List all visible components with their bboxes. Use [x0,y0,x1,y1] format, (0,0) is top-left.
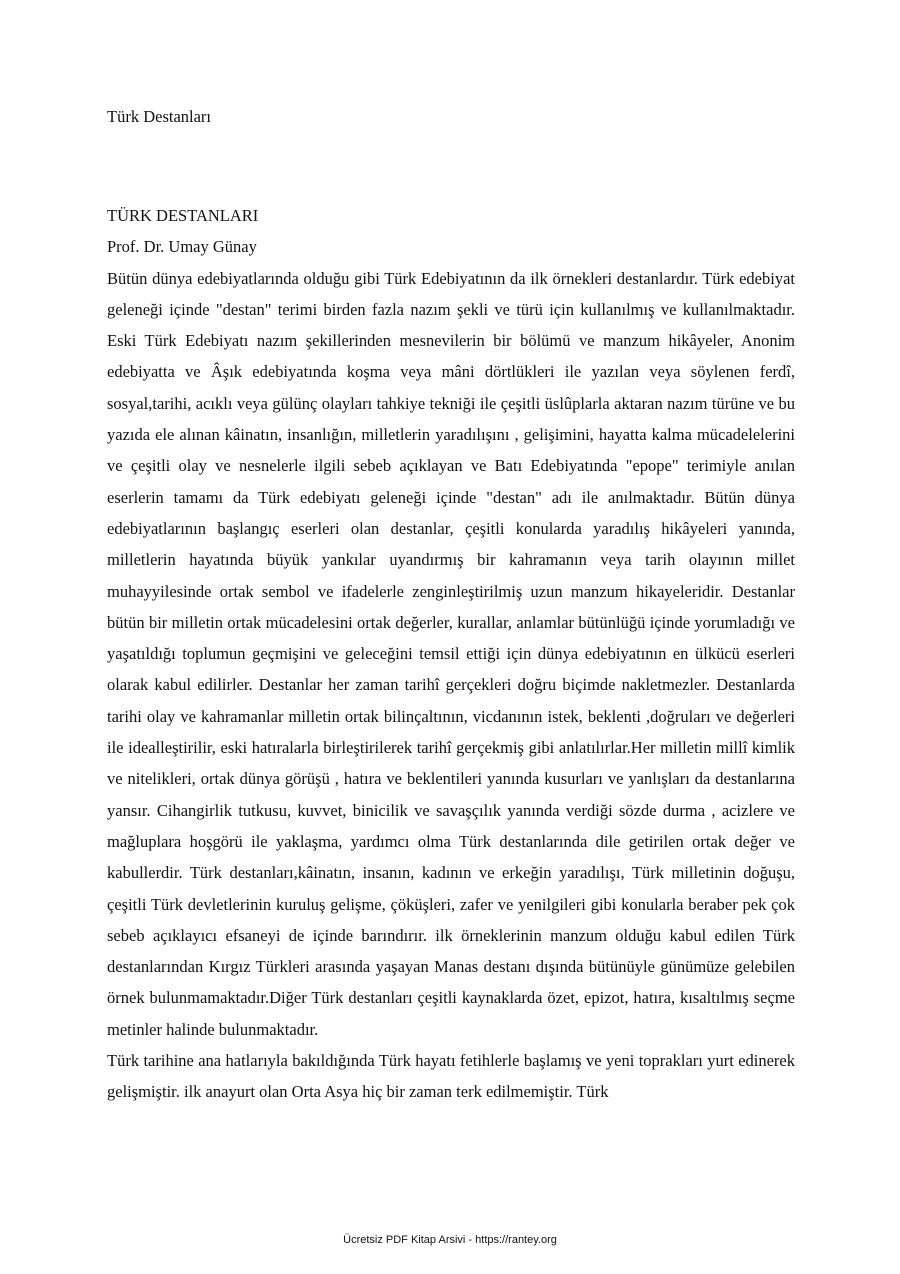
article-body [107,200,795,1108]
article-title: TÜRK DESTANLARI [107,206,259,225]
paragraph: Türk tarihine ana hatlarıyla bakıldığında Türk hayatı fetihlerle başlamış ve yeni toprakları yurt edinerek gelişmiştir. ilk anayurt olan Orta Asya hiç bir zaman terk edilmemiştir. Türk [107,1051,795,1102]
article-author: Prof. Dr. Umay Günay [107,237,257,257]
running-header: Türk Destanları [107,107,212,126]
page-footer: Ücretsiz PDF Kitap Arsivi - https://rantey.org [343,1234,557,1246]
paragraph: Bütün dünya edebiyatlarında olduğu gibi Türk Edebiyatının da ilk örnekleri destanlardır. Türk edebiyat geleneği içinde "destan" terimi birden fazla nazım şekli ve türü için kullanılmış ve kullanılmaktadır. Eski Türk Edebiyatı nazım şekillerinden mesnevilerin bir bölümü ve manzum hikâyeler, Anonim edebiyatta ve Âşık edebiyatında koşma veya mâni dörtlükleri ile yazılan veya söylenen ferdî, sosyal,tarihi, acıklı veya gülünç olayları tahkiye tekniği ile çeşitli üslûplarla aktaran nazım türüne ve bu yazıda ele alınan kâinatın, insanlığın, milletlerin yaradılışını , gelişimini, hayatta kalma mücadelelerini ve çeşitli olay ve nesnelerle ilgili sebeb açıklayan ve Batı Edebiyatında "epope" terimiyle anılan eserlerin tamamı da Türk edebiyatı geleneği içinde "destan" adı ile anılmaktadır. Bütün dünya edebiyatlarının başlangıç eserleri olan destanlar, çeşitli konularda yaradılış hikâyeleri yanında, milletlerin hayatında büyük yankılar uyandırmış bir kahramanın veya tarih olayının millet muhayyilesinde ortak sembol ve ifadelerle zenginleştirilmiş uzun manzum hikayeleridir. Destanlar bütün bir milletin ortak mücadelesini ortak değerler, kurallar, anlamlar bütünlüğü içinde yorumladığı ve yaşatıldığı toplumun geçmişini ve geleceğini temsil ettiği için dünya edebiyatının en ülkücü eserleri olarak kabul edilirler. Destanlar her zaman tarihî gerçekleri doğru biçimde nakletmezler. Destanlarda tarihi olay ve kahramanlar milletin ortak bilinçaltının, vicdanının istek, beklenti ,doğruları ve değerleri ile idealleştirilir, eski hatıralarla birleştirilerek tarihî gerçekmiş gibi anlatılırlar.Her milletin millî kimlik ve nitelikleri, ortak dünya görüşü , hatıra ve beklentileri yanında kusurları ve yanlışları da destanlarına yansır. Cihangirlik tutkusu, kuvvet, binicilik ve savaşçılık yanında verdiği sözde durma , acizlere ve mağluplara hoşgörü ile yaklaşma, yardımcı olma Türk destanlarında dile getirilen ortak değer ve kabullerdir. Türk destanları,kâinatın, insanın, kadının ve erkeğin yaradılışı, Türk milletinin doğuşu, çeşitli Türk devletlerinin kuruluş gelişme, çöküşleri, zafer ve yenilgileri gibi konularla beraber pek çok sebeb açıklayıcı efsaneyi de içinde barındırır. ilk örneklerinin manzum olduğu kabul edilen Türk destanlarından Kırgız Türkleri arasında yaşayan Manas destanı dışında bütünüyle günümüze gelebilen örnek bulunmamaktadır.Diğer Türk destanları çeşitli kaynaklarda özet, epizot, hatıra, kısaltılmış seçme metinler halinde bulunmaktadır. [107,268,795,1039]
